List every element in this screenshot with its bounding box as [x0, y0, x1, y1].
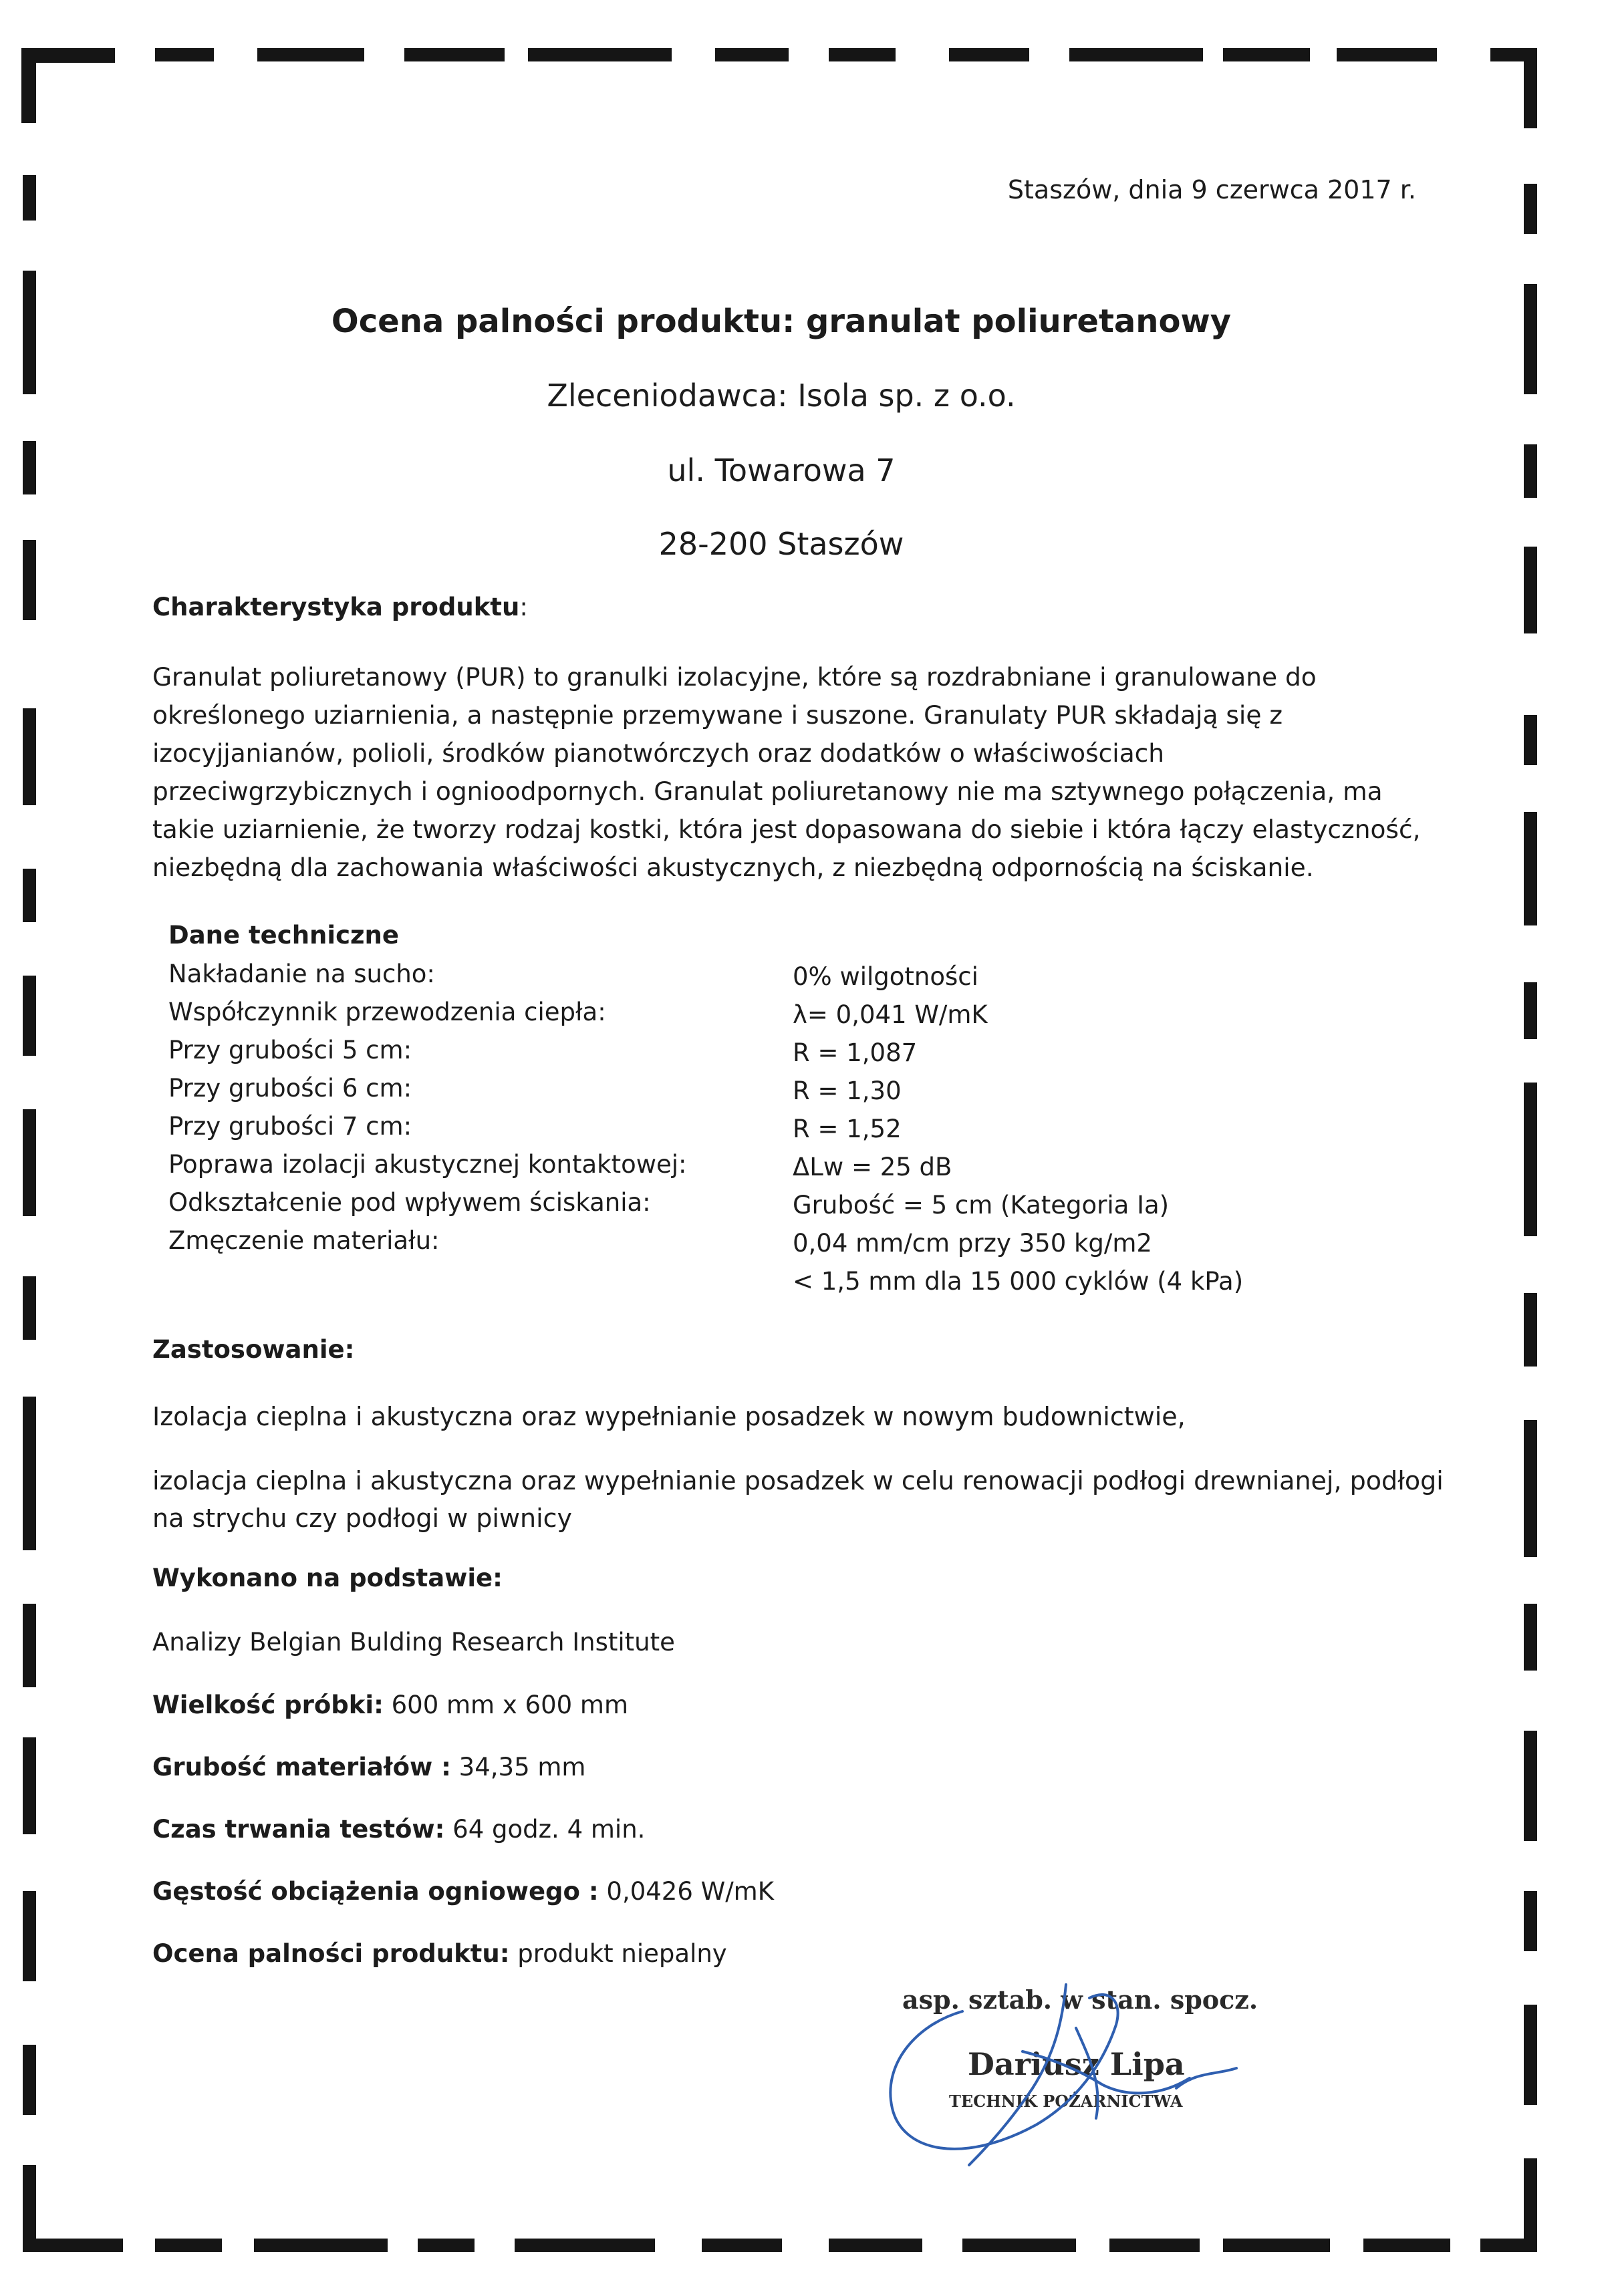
fact-value: 64 godz. 4 min.	[444, 1815, 646, 1844]
stamp-rank: asp. sztab. w stan. spocz.	[902, 1985, 1258, 2015]
frame-dash	[515, 2239, 655, 2252]
frame-dash	[1069, 48, 1203, 61]
paragraph-line: izocyjjanianów, polioli, środków pianotwórczych oraz dodatków o właściwościach	[152, 738, 1165, 768]
frame-dash	[1524, 1293, 1537, 1367]
fact-value: 34,35 mm	[450, 1753, 586, 1781]
frame-dash	[257, 48, 364, 61]
basis-text: Analizy Belgian Bulding Research Institute	[152, 1628, 675, 1657]
client-street: ul. Towarowa 7	[667, 452, 896, 488]
stamp-name: Dariusz Lipa	[968, 2046, 1185, 2082]
technical-value: 0,04 mm/cm przy 350 kg/m2	[793, 1229, 1152, 1258]
frame-dash	[1524, 184, 1537, 234]
technical-value: R = 1,30	[793, 1077, 902, 1105]
fact-fire-load	[152, 1877, 774, 1906]
fact-label: Gęstość obciążenia ogniowego :	[152, 1877, 599, 1906]
fact-value: 0,0426 W/mK	[598, 1877, 774, 1906]
frame-dash	[715, 48, 789, 61]
frame-dash	[1363, 2239, 1450, 2252]
paragraph-line: określonego uziarnienia, a następnie przemywane i suszone. Granulaty PUR składają się z	[152, 700, 1283, 730]
frame-dash	[829, 48, 896, 61]
frame-dash	[404, 48, 505, 61]
application-line: Izolacja cieplna i akustyczna oraz wypełnianie posadzek w nowym budownictwie,	[152, 1402, 1186, 1431]
fact-value: produkt niepalny	[509, 1939, 727, 1968]
technical-value: λ= 0,041 W/mK	[793, 1000, 988, 1029]
frame-dash	[702, 2239, 782, 2252]
paragraph-line: przeciwgrzybicznych i ognioodpornych. Granulat poliuretanowy nie ma sztywnego połączenia, ma	[152, 776, 1383, 806]
frame-dash	[23, 1276, 36, 1340]
frame-dash	[1223, 48, 1310, 61]
frame-dash	[1524, 1083, 1537, 1236]
paragraph-line: takie uziarnienie, że tworzy rodzaj kostki, która jest dopasowana do siebie i która łączy elastyczność,	[152, 815, 1421, 844]
frame-dash	[949, 48, 1029, 61]
technical-label: Przy grubości 7 cm:	[168, 1112, 412, 1141]
frame-corner-bottom-right	[1480, 2239, 1537, 2252]
fact-label: Grubość materiałów :	[152, 1753, 451, 1781]
technical-label: Przy grubości 6 cm:	[168, 1074, 412, 1103]
stamp-role: TECHNIK POŻARNICTWA	[949, 2092, 1183, 2111]
basis-heading: Wykonano na podstawie:	[152, 1564, 503, 1592]
characteristics-heading	[152, 593, 528, 622]
frame-dash	[23, 708, 36, 805]
frame-dash	[1109, 2239, 1200, 2252]
frame-dash	[1223, 2239, 1330, 2252]
frame-corner-bottom-left	[23, 2239, 123, 2252]
frame-dash	[962, 2239, 1076, 2252]
technical-label: Zmęczenie materiału:	[168, 1226, 440, 1255]
frame-dash	[1524, 1420, 1537, 1557]
technical-heading: Dane techniczne	[168, 921, 399, 950]
technical-label: Przy grubości 5 cm:	[168, 1036, 412, 1064]
fact-value: 600 mm x 600 mm	[383, 1691, 628, 1719]
frame-dash	[23, 2045, 36, 2115]
technical-value: R = 1,52	[793, 1115, 902, 1143]
frame-dash	[23, 1109, 36, 1216]
fact-flammability-rating	[152, 1939, 727, 1969]
frame-dash	[528, 48, 672, 61]
characteristics-heading-text: Charakterystyka produktu	[152, 593, 520, 621]
technical-value: Grubość = 5 cm (Kategoria Ia)	[793, 1191, 1170, 1219]
frame-dash	[254, 2239, 388, 2252]
frame-dash	[1524, 715, 1537, 765]
frame-dash	[23, 1604, 36, 1687]
application-heading: Zastosowanie:	[152, 1335, 355, 1364]
frame-dash	[23, 1737, 36, 1834]
frame-dash	[23, 1397, 36, 1550]
frame-dash	[155, 48, 214, 61]
frame-dash	[23, 175, 36, 221]
frame-corner-top-left	[21, 48, 36, 123]
technical-label: Poprawa izolacji akustycznej kontaktowej:	[168, 1150, 687, 1179]
frame-dash	[1524, 982, 1537, 1039]
frame-dash	[418, 2239, 475, 2252]
frame-dash	[1524, 1731, 1537, 1841]
fact-label: Czas trwania testów:	[152, 1815, 445, 1844]
technical-label: Odkształcenie pod wpływem ściskania:	[168, 1188, 651, 1217]
technical-label: Nakładanie na sucho:	[168, 960, 435, 988]
frame-dash	[23, 976, 36, 1056]
client-city: 28-200 Staszów	[658, 526, 904, 562]
frame-dash	[1524, 1604, 1537, 1671]
fact-test-duration	[152, 1815, 645, 1844]
technical-value: R = 1,087	[793, 1038, 918, 1067]
frame-dash	[1337, 48, 1437, 61]
frame-dash	[1524, 812, 1537, 925]
fact-sample-size	[152, 1691, 628, 1720]
paragraph-line: niezbędną dla zachowania właściwości akustycznych, z niezbędną odpornością na ściskanie.	[152, 853, 1314, 882]
technical-value: 0% wilgotności	[793, 962, 978, 991]
fact-material-thickness	[152, 1753, 585, 1782]
technical-value: < 1,5 mm dla 15 000 cyklów (4 kPa)	[793, 1267, 1244, 1296]
document-date: Staszów, dnia 9 czerwca 2017 r.	[1007, 175, 1416, 204]
frame-corner-bottom-right	[1524, 2158, 1537, 2252]
technical-label: Współczynnik przewodzenia ciepła:	[168, 998, 606, 1026]
frame-dash	[155, 2239, 222, 2252]
client-name: Zleceniodawca: Isola sp. z o.o.	[547, 378, 1016, 414]
characteristics-paragraph	[152, 658, 1422, 887]
frame-corner-top-right	[1524, 48, 1537, 128]
frame-dash	[23, 1891, 36, 1981]
technical-value: ΔLw = 25 dB	[793, 1153, 952, 1181]
fact-label: Wielkość próbki:	[152, 1691, 384, 1719]
fact-label: Ocena palności produktu:	[152, 1939, 510, 1968]
frame-dash	[23, 869, 36, 922]
document-title: Ocena palności produktu: granulat poliuretanowy	[331, 303, 1232, 340]
handwritten-signature	[862, 1951, 1277, 2178]
characteristics-heading-colon: :	[519, 593, 528, 621]
application-line: izolacja cieplna i akustyczna oraz wypełnianie posadzek w celu renowacji podłogi drewnianej, podłogi na strychu czy podłogi w piwnicy	[152, 1466, 1444, 1533]
paragraph-line: Granulat poliuretanowy (PUR) to granulki izolacyjne, które są rozdrabniane i granulowane do	[152, 662, 1317, 692]
frame-dash	[1524, 2005, 1537, 2105]
frame-dash	[1524, 1891, 1537, 1951]
frame-dash	[829, 2239, 922, 2252]
